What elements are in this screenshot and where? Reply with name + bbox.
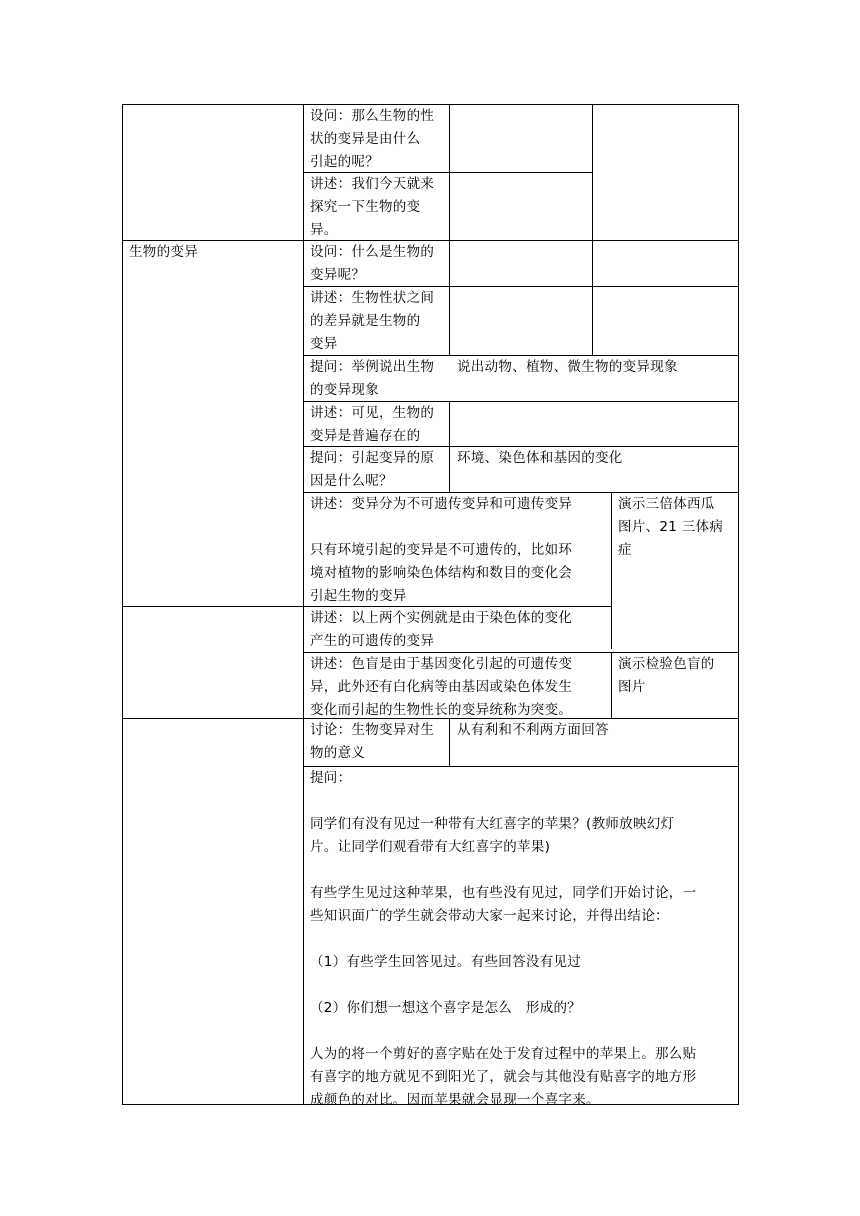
teacher-statement-universal: 讲述：可见，生物的 变异是普遍存在的 xyxy=(310,405,435,444)
column-divider xyxy=(611,652,612,718)
teacher-statement-heritable: 讲述：变异分为不可遗传变异和可遗传变异 只有环境引起的变异是不可遗传的，比如环 境对植物的影响染色体结构和数目的变化会 引起生物的变异 xyxy=(310,496,573,604)
discussion-significance: 讨论：生物变异对生 物的意义 xyxy=(310,722,435,761)
student-answer-examples: 说出动物、植物、微生物的变异现象 xyxy=(457,359,678,375)
apple-discussion-text: 提问： 同学们有没有见过一种带有大红喜字的苹果？(教师放映幻灯 片。让同学们观看带有大红喜字的苹果) 有些学生见过这种苹果，也有些没有见过，同学们开始讨论，一 些知识面广的学生就会带动大家一起来讨论，并得出结论： （1）有些学生回答见过。有些回答没有见过 （2）你们想一想这个喜字是怎么 形成的？ 人为的将一个剪好的喜字贴在处于发育过程中的苹果上。那么贴 有喜字的地方就见不到阳光了，就会与其他没有贴喜字的地方形 成颜色的对比。因而苹果就会显现一个喜字来。 xyxy=(310,770,697,1108)
student-answer-significance: 从有利和不利两方面回答 xyxy=(457,722,609,738)
teacher-statement-mutation: 讲述：色盲是由于基因变化引起的可遗传变 异，此外还有白化病等由基因或染色体发生 变化而引起的生物性长的变异统称为突变。 xyxy=(310,656,573,718)
teacher-question-definition: 设问：什么是生物的 变异呢？ xyxy=(310,244,435,283)
lesson-plan-table xyxy=(122,104,739,1108)
teacher-statement-intro: 讲述：我们今天就来 探究一下生物的变 异。 xyxy=(310,176,435,238)
media-demo-triploid: 演示三倍体西瓜 图片、21 三体病 症 xyxy=(618,496,724,558)
column-divider xyxy=(592,104,593,355)
teacher-statement-definition: 讲述：生物性状之间 的差异就是生物的 变异 xyxy=(310,290,435,352)
table-border-right xyxy=(738,104,739,1105)
teacher-question-reasons: 提问：引起变异的原 因是什么呢？ xyxy=(310,450,435,489)
teacher-question-cause: 设问：那么生物的性 状的变异是由什么 引起的呢？ xyxy=(310,108,435,170)
student-answer-reasons: 环境、染色体和基因的变化 xyxy=(457,450,623,466)
table-border-left xyxy=(122,104,123,1105)
teacher-statement-chromosome: 讲述：以上两个实例就是由于染色体的变化 产生的可遗传的变异 xyxy=(310,610,573,649)
teacher-question-examples: 提问：举例说出生物 的变异现象 xyxy=(310,359,435,398)
column-divider xyxy=(449,104,450,355)
column-divider xyxy=(303,104,304,1105)
column-divider xyxy=(449,718,450,766)
media-demo-colorblind: 演示检验色盲的 图片 xyxy=(618,656,715,695)
column-divider xyxy=(611,492,612,649)
section-title: 生物的变异 xyxy=(129,244,198,260)
